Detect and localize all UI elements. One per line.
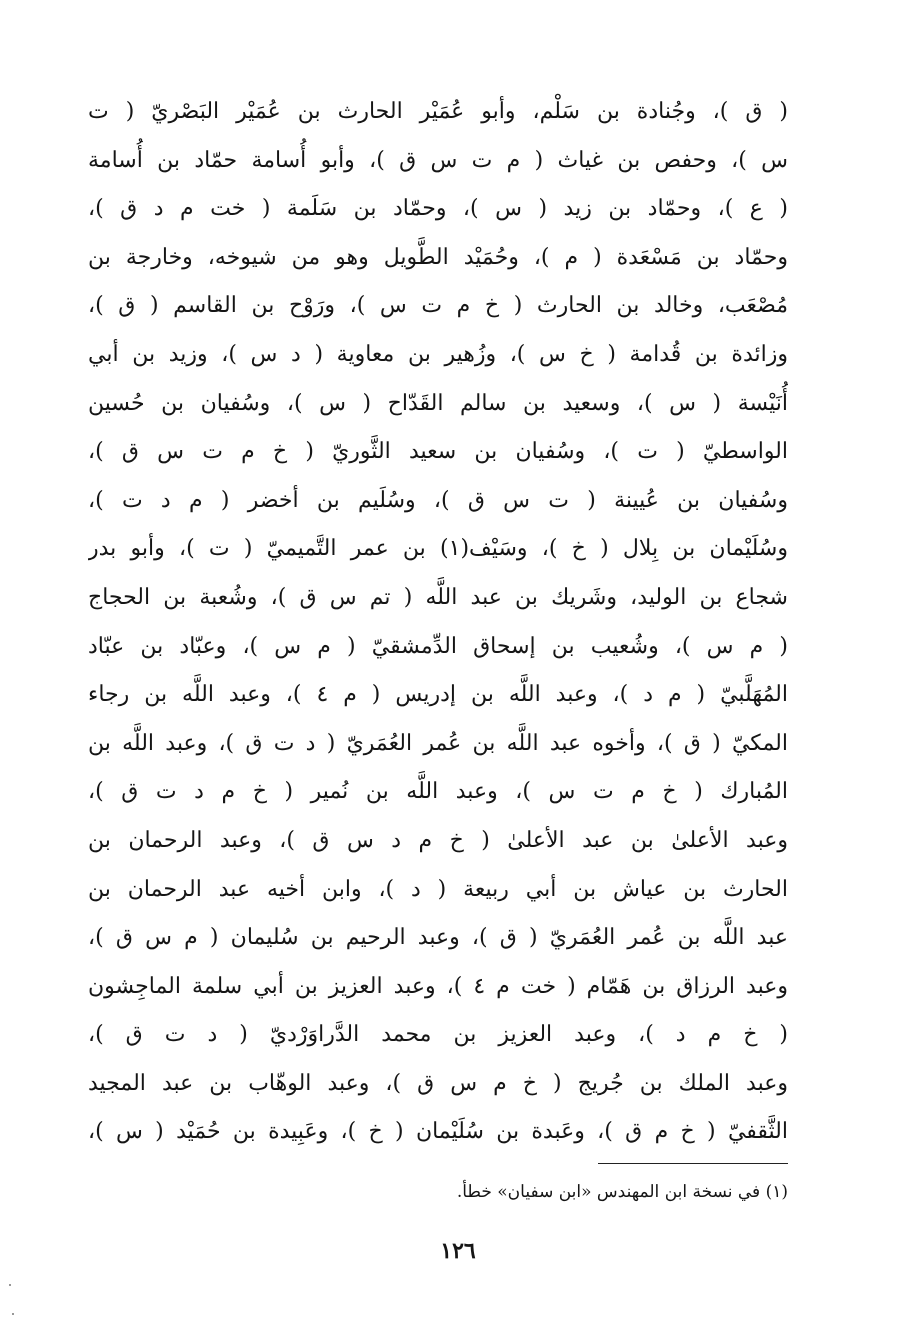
main-text-block [88,88,788,1157]
text-line: وسُفيان بن عُيينة ( ت س ق )، وسُلَيم بن أخضر ( م د ت )، [88,487,788,513]
text-line: مُصْعَب، وخالد بن الحارث ( خ م ت س )، ورَوْح بن القاسم ( ق )، [88,293,788,319]
text-line: الحارث بن عياش بن أبي ربيعة ( د )، وابن أخيه عبد الرحمان بن [88,876,788,902]
text-line: الواسطيّ ( ت )، وسُفيان بن سعيد الثَّوريّ ( خ م ت س ق )، [88,439,788,465]
text-line: س )، وحفص بن غياث ( م ت س ق )، وأبو أُسامة حمّاد بن أُسامة [88,147,788,173]
text-line: المُهَلَّبيّ ( م د )، وعبد اللَّه بن إدريس ( م ٤ )، وعبد اللَّه بن رجاء [88,682,788,708]
page-number: ١٢٦ [440,1238,476,1264]
text-line: المُبارك ( خ م ت س )، وعبد اللَّه بن نُمير ( خ م د ت ق )، [88,779,788,805]
text-line: وعبد الأعلىٰ بن عبد الأعلىٰ ( خ م د س ق )، وعبد الرحمان بن [88,827,788,853]
text-line: عبد اللَّه بن عُمر العُمَريّ ( ق )، وعبد الرحيم بن سُليمان ( م س ق )، [88,925,788,951]
scan-speck [9,1284,11,1286]
text-line: ( ع )، وحمّاد بن زيد ( س )، وحمّاد بن سَلَمة ( خت م د ق )، [88,196,788,222]
text-line: ( م س )، وشُعيب بن إسحاق الدِّمشقيّ ( م س )، وعبّاد بن عبّاد [88,633,788,659]
text-line: ( ق )، وجُنادة بن سَلْم، وأبو عُمَيْر الحارث بن عُمَيْر البَصْريّ ( ت [88,99,788,124]
text-line: وعبد الرزاق بن هَمّام ( خت م ٤ )، وعبد العزيز بن أبي سلمة الماجِشون [88,973,788,999]
footnote-separator [598,1163,788,1164]
text-line: شجاع بن الوليد، وشَريك بن عبد اللَّه ( تم س ق )، وشُعبة بن الحجاج [88,584,788,610]
text-line: وسُلَيْمان بن بِلال ( خ )، وسَيْف(١) بن عمر التَّميميّ ( ت )، وأبو بدر [88,536,788,562]
text-line: أُنَيْسة ( س )، وسعيد بن سالم القَدّاح ( س )، وسُفيان بن حُسين [88,390,788,416]
scan-speck [12,1313,14,1315]
footnote: (١) في نسخة ابن المهندس «ابن سفيان» خطأ. [456,1182,788,1202]
text-line: المكيّ ( ق )، وأخوه عبد اللَّه بن عُمر العُمَريّ ( د ت ق )، وعبد اللَّه بن [88,730,788,756]
text-line: ( خ م د )، وعبد العزيز بن محمد الدَّراوَرْديّ ( د ت ق )، [88,1022,788,1048]
text-line: وعبد الملك بن جُريج ( خ م س ق )، وعبد الوهّاب بن عبد المجيد [88,1070,788,1096]
text-line: وزائدة بن قُدامة ( خ س )، وزُهير بن معاوية ( د س )، وزيد بن أبي [88,341,788,367]
text-line: الثَّقفيّ ( خ م ق )، وعَبدة بن سُلَيْمان ( خ )، وعَبِيدة بن حُمَيْد ( س )، [88,1119,788,1145]
text-line: وحمّاد بن مَسْعَدة ( م )، وحُمَيْد الطَّويل وهو من شيوخه، وخارجة بن [88,244,788,270]
